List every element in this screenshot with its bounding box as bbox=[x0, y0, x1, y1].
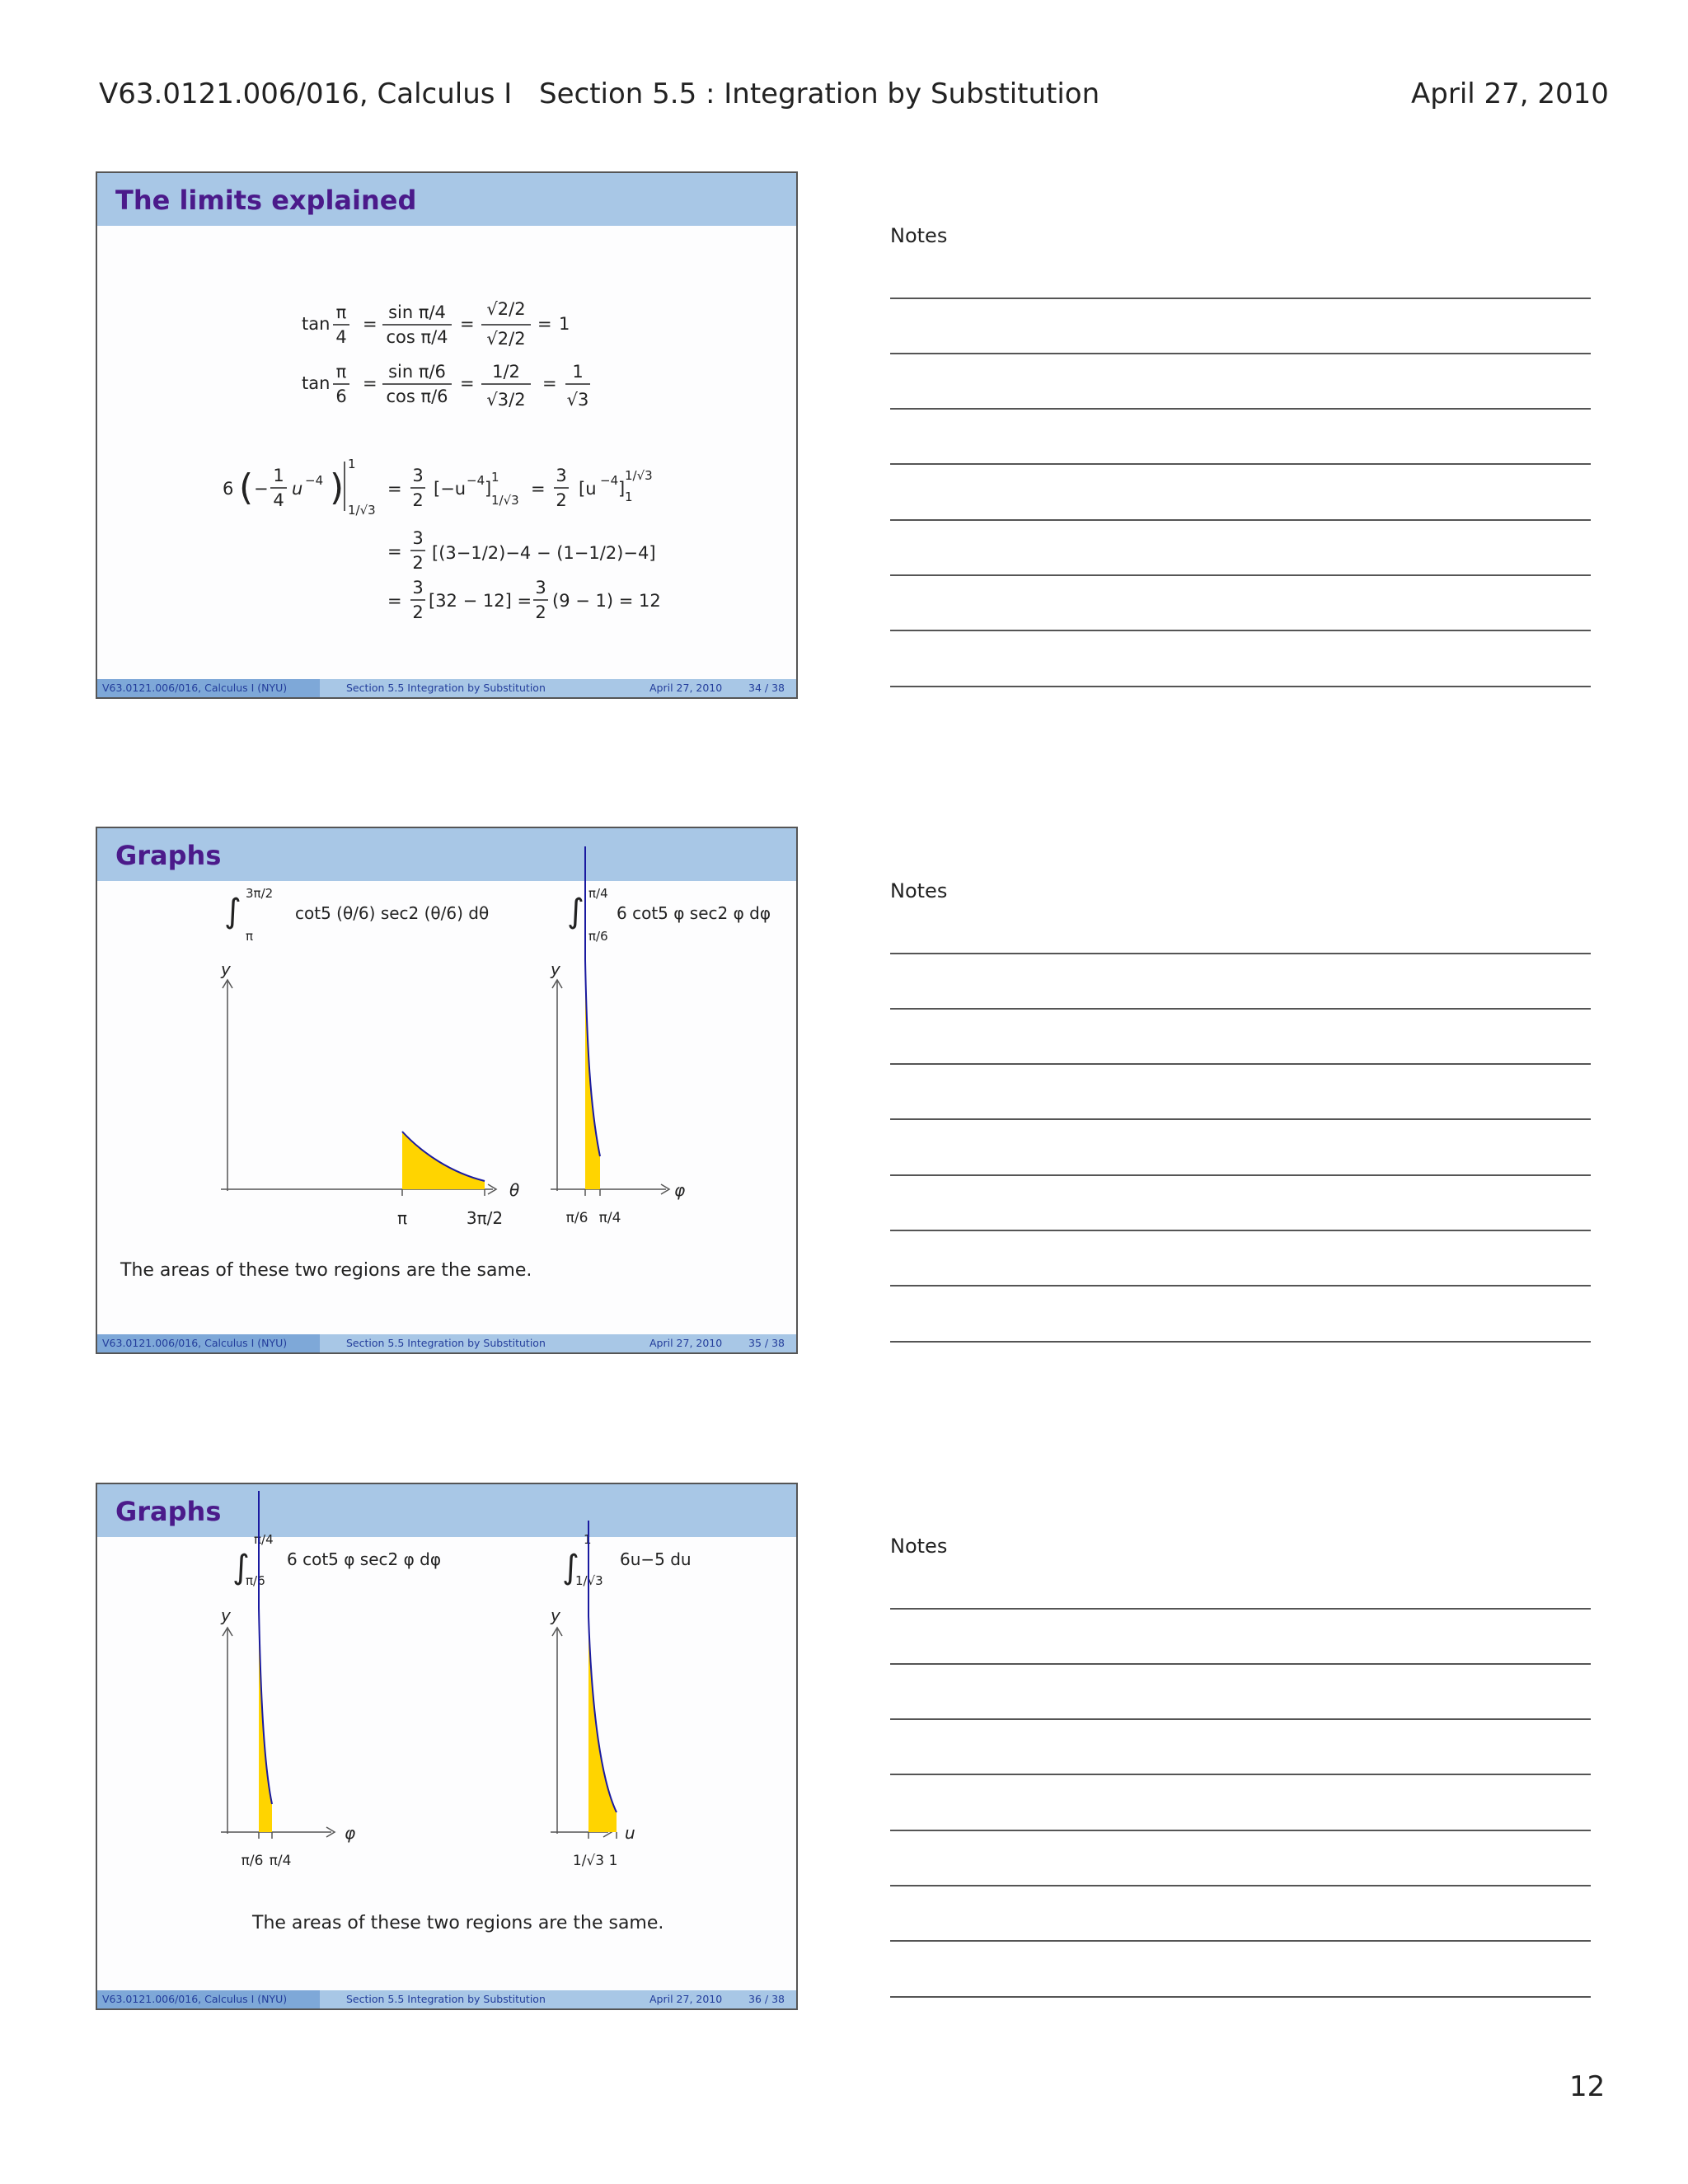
eq-one: 1 bbox=[273, 466, 284, 485]
eq-step2-upper: 1/√3 bbox=[625, 468, 653, 483]
header-course: V63.0121.006/016, Calculus I bbox=[99, 77, 513, 110]
x-axis-label: φ bbox=[674, 1180, 686, 1200]
tick-label: π/6 bbox=[565, 1210, 588, 1226]
footer-course: V63.0121.006/016, Calculus I (NYU) bbox=[97, 679, 320, 697]
eq-sqrt2-2: √2/2 bbox=[486, 329, 526, 349]
eq-lead-coef: 6 bbox=[223, 479, 234, 499]
footer-date: April 27, 2010 bbox=[649, 1337, 723, 1349]
eq-four: 4 bbox=[273, 490, 284, 510]
integral-upper: π/4 bbox=[588, 886, 608, 901]
note-line bbox=[890, 463, 1591, 465]
footer-section: Section 5.5 Integration by Substitution bbox=[346, 1993, 546, 2005]
x-axis-label: θ bbox=[509, 1180, 520, 1200]
eq-minus: − bbox=[254, 479, 269, 499]
note-line bbox=[890, 353, 1591, 354]
slide-34 bbox=[96, 171, 798, 699]
integral-lower: 1/√3 bbox=[575, 1573, 603, 1588]
note-line bbox=[890, 1174, 1591, 1176]
integrand: 6 cot5 φ sec2 φ dφ bbox=[617, 903, 771, 923]
note-line bbox=[890, 574, 1591, 576]
tick-label: π/4 bbox=[269, 1853, 292, 1869]
eq-cos-pi6: cos π/6 bbox=[386, 387, 448, 406]
note-line bbox=[890, 1063, 1591, 1065]
slide-caption: The areas of these two regions are the same. bbox=[252, 1913, 664, 1933]
eq-exp: −4 bbox=[600, 473, 619, 488]
eq-equals: = bbox=[387, 479, 402, 499]
note-line bbox=[890, 1885, 1591, 1886]
eq-three: 3 bbox=[412, 528, 424, 548]
footer-course: V63.0121.006/016, Calculus I (NYU) bbox=[97, 1990, 320, 2008]
eq-two: 2 bbox=[412, 553, 424, 573]
tick-label: π bbox=[396, 1208, 408, 1228]
integrand: 6 cot5 φ sec2 φ dφ bbox=[287, 1549, 442, 1569]
footer-date: April 27, 2010 bbox=[649, 682, 723, 694]
eq-three: 3 bbox=[412, 578, 424, 598]
eq-equals: = bbox=[542, 373, 557, 393]
note-line bbox=[890, 630, 1591, 631]
eq-equals: = bbox=[387, 591, 402, 611]
eq-one: 1 bbox=[559, 314, 570, 334]
eq-paren-close: ) bbox=[330, 466, 345, 509]
notes-label: Notes bbox=[890, 224, 948, 247]
note-line bbox=[890, 953, 1591, 954]
shaded-region bbox=[588, 1616, 617, 1832]
eq-cos-pi4: cos π/4 bbox=[386, 327, 448, 347]
eq-equals: = bbox=[460, 373, 475, 393]
eq-eval-lower: 1/√3 bbox=[348, 503, 376, 518]
slide-title: The limits explained bbox=[115, 185, 417, 216]
integral-lower: π/6 bbox=[246, 1573, 265, 1588]
tick-label: 3π/2 bbox=[466, 1208, 504, 1228]
page-number: 12 bbox=[1569, 2070, 1606, 2103]
eq-exp: −4 bbox=[305, 473, 324, 488]
footer-date: April 27, 2010 bbox=[649, 1993, 723, 2005]
eq-equals: = bbox=[363, 314, 377, 334]
eq-equals: = bbox=[460, 314, 475, 334]
shaded-region bbox=[259, 1608, 272, 1832]
eq-equals: = bbox=[537, 314, 552, 334]
eq-eval-upper: 1 bbox=[348, 457, 356, 471]
header-section: Section 5.5 : Integration by Substitution bbox=[539, 77, 1100, 110]
eq-line3b: (9 − 1) = 12 bbox=[552, 591, 661, 611]
note-line bbox=[890, 298, 1591, 299]
tick-label: π/6 bbox=[241, 1853, 264, 1869]
eq-step1-bracket: [−u bbox=[434, 479, 467, 499]
eq-bracket-close: ] bbox=[485, 479, 492, 499]
integral-sign: ∫ bbox=[232, 1549, 250, 1586]
eq-one: 1 bbox=[572, 362, 584, 382]
eq-two: 2 bbox=[412, 490, 424, 510]
eq-two: 2 bbox=[535, 602, 546, 622]
eq-step1-upper: 1 bbox=[491, 470, 499, 485]
eq-three: 3 bbox=[535, 578, 546, 598]
eq-tan-label: tan bbox=[302, 373, 331, 393]
y-axis-label: y bbox=[221, 1605, 231, 1625]
eq-sqrt2-2: √2/2 bbox=[486, 299, 526, 319]
slide-title: Graphs bbox=[115, 1496, 222, 1527]
integral-sign: ∫ bbox=[562, 1549, 579, 1586]
eq-equals: = bbox=[387, 541, 402, 561]
footer-page: 36 / 38 bbox=[748, 1993, 785, 2005]
integral-lower: π/6 bbox=[588, 929, 608, 944]
eq-equals: = bbox=[363, 373, 377, 393]
integral-sign: ∫ bbox=[224, 893, 241, 930]
shaded-region bbox=[402, 1132, 485, 1189]
tick-label: π/4 bbox=[598, 1210, 621, 1226]
note-line bbox=[890, 1608, 1591, 1610]
notes-label: Notes bbox=[890, 1535, 948, 1558]
eq-tan-label: tan bbox=[302, 314, 331, 334]
eq-equals: = bbox=[531, 479, 546, 499]
eq-half: 1/2 bbox=[492, 362, 520, 382]
eq-bracket-close: ] bbox=[618, 479, 626, 499]
note-line bbox=[890, 519, 1591, 521]
note-line bbox=[890, 1718, 1591, 1720]
note-line bbox=[890, 408, 1591, 410]
eq-two: 2 bbox=[556, 490, 567, 510]
note-line bbox=[890, 1008, 1591, 1010]
eq-three: 3 bbox=[556, 466, 567, 485]
integral-sign: ∫ bbox=[567, 893, 584, 930]
slide-footer bbox=[97, 679, 796, 697]
shaded-region bbox=[585, 960, 600, 1189]
note-line bbox=[890, 1940, 1591, 1942]
footer-page: 35 / 38 bbox=[748, 1337, 785, 1349]
eq-step2-bracket: [u bbox=[579, 479, 597, 499]
integral-lower: π bbox=[246, 929, 254, 944]
note-line bbox=[890, 1118, 1591, 1120]
slide-title: Graphs bbox=[115, 840, 222, 871]
note-line bbox=[890, 1830, 1591, 1831]
eq-four: 4 bbox=[335, 327, 347, 347]
note-line bbox=[890, 1341, 1591, 1343]
limits-equations bbox=[97, 173, 798, 699]
eq-sqrt3: √3 bbox=[566, 390, 589, 410]
header-date: April 27, 2010 bbox=[1411, 77, 1609, 110]
eq-step2-lower: 1 bbox=[625, 490, 633, 504]
note-line bbox=[890, 1663, 1591, 1665]
eq-pi: π bbox=[335, 362, 347, 382]
slide-caption: The areas of these two regions are the same. bbox=[120, 1260, 532, 1281]
y-axis-label: y bbox=[551, 959, 560, 979]
eq-two: 2 bbox=[412, 602, 424, 622]
slide-footer bbox=[97, 1334, 796, 1352]
integrand: 6u−5 du bbox=[620, 1549, 692, 1569]
notes-label: Notes bbox=[890, 879, 948, 902]
eq-paren-open: ( bbox=[239, 466, 254, 509]
eq-three: 3 bbox=[412, 466, 424, 485]
eq-sin-pi6: sin π/6 bbox=[388, 362, 446, 382]
integral-upper: 1 bbox=[584, 1532, 592, 1547]
slide-35 bbox=[96, 827, 798, 1354]
footer-page: 34 / 38 bbox=[748, 682, 785, 694]
eq-line3a: [32 − 12] = bbox=[429, 591, 532, 611]
note-line bbox=[890, 1230, 1591, 1231]
eq-step1-lower: 1/√3 bbox=[491, 493, 519, 508]
note-line bbox=[890, 686, 1591, 687]
integral-upper: π/4 bbox=[254, 1532, 274, 1547]
eq-exp: −4 bbox=[467, 473, 485, 488]
eq-line2: [(3−1/2)−4 − (1−1/2)−4] bbox=[432, 543, 656, 563]
eq-u: u bbox=[292, 479, 303, 499]
eq-sin-pi4: sin π/4 bbox=[388, 302, 446, 322]
y-axis-label: y bbox=[551, 1605, 560, 1625]
footer-course: V63.0121.006/016, Calculus I (NYU) bbox=[97, 1334, 320, 1352]
integrand: cot5 (θ/6) sec2 (θ/6) dθ bbox=[295, 903, 490, 923]
x-axis-label: φ bbox=[345, 1823, 356, 1843]
tick-label: 1/√3 bbox=[572, 1853, 605, 1869]
integral-upper: 3π/2 bbox=[246, 886, 274, 901]
eq-six: 6 bbox=[335, 387, 347, 406]
note-line bbox=[890, 1774, 1591, 1775]
note-line bbox=[890, 1285, 1591, 1286]
tick-label: 1 bbox=[608, 1853, 618, 1869]
slide-36 bbox=[96, 1483, 798, 2010]
y-axis-label: y bbox=[221, 959, 231, 979]
eq-sqrt3-2: √3/2 bbox=[486, 390, 526, 410]
x-axis-label: u bbox=[625, 1823, 635, 1843]
footer-section: Section 5.5 Integration by Substitution bbox=[346, 1337, 546, 1349]
footer-section: Section 5.5 Integration by Substitution bbox=[346, 682, 546, 694]
eq-pi: π bbox=[335, 302, 347, 322]
slide-footer bbox=[97, 1990, 796, 2008]
note-line bbox=[890, 1996, 1591, 1998]
